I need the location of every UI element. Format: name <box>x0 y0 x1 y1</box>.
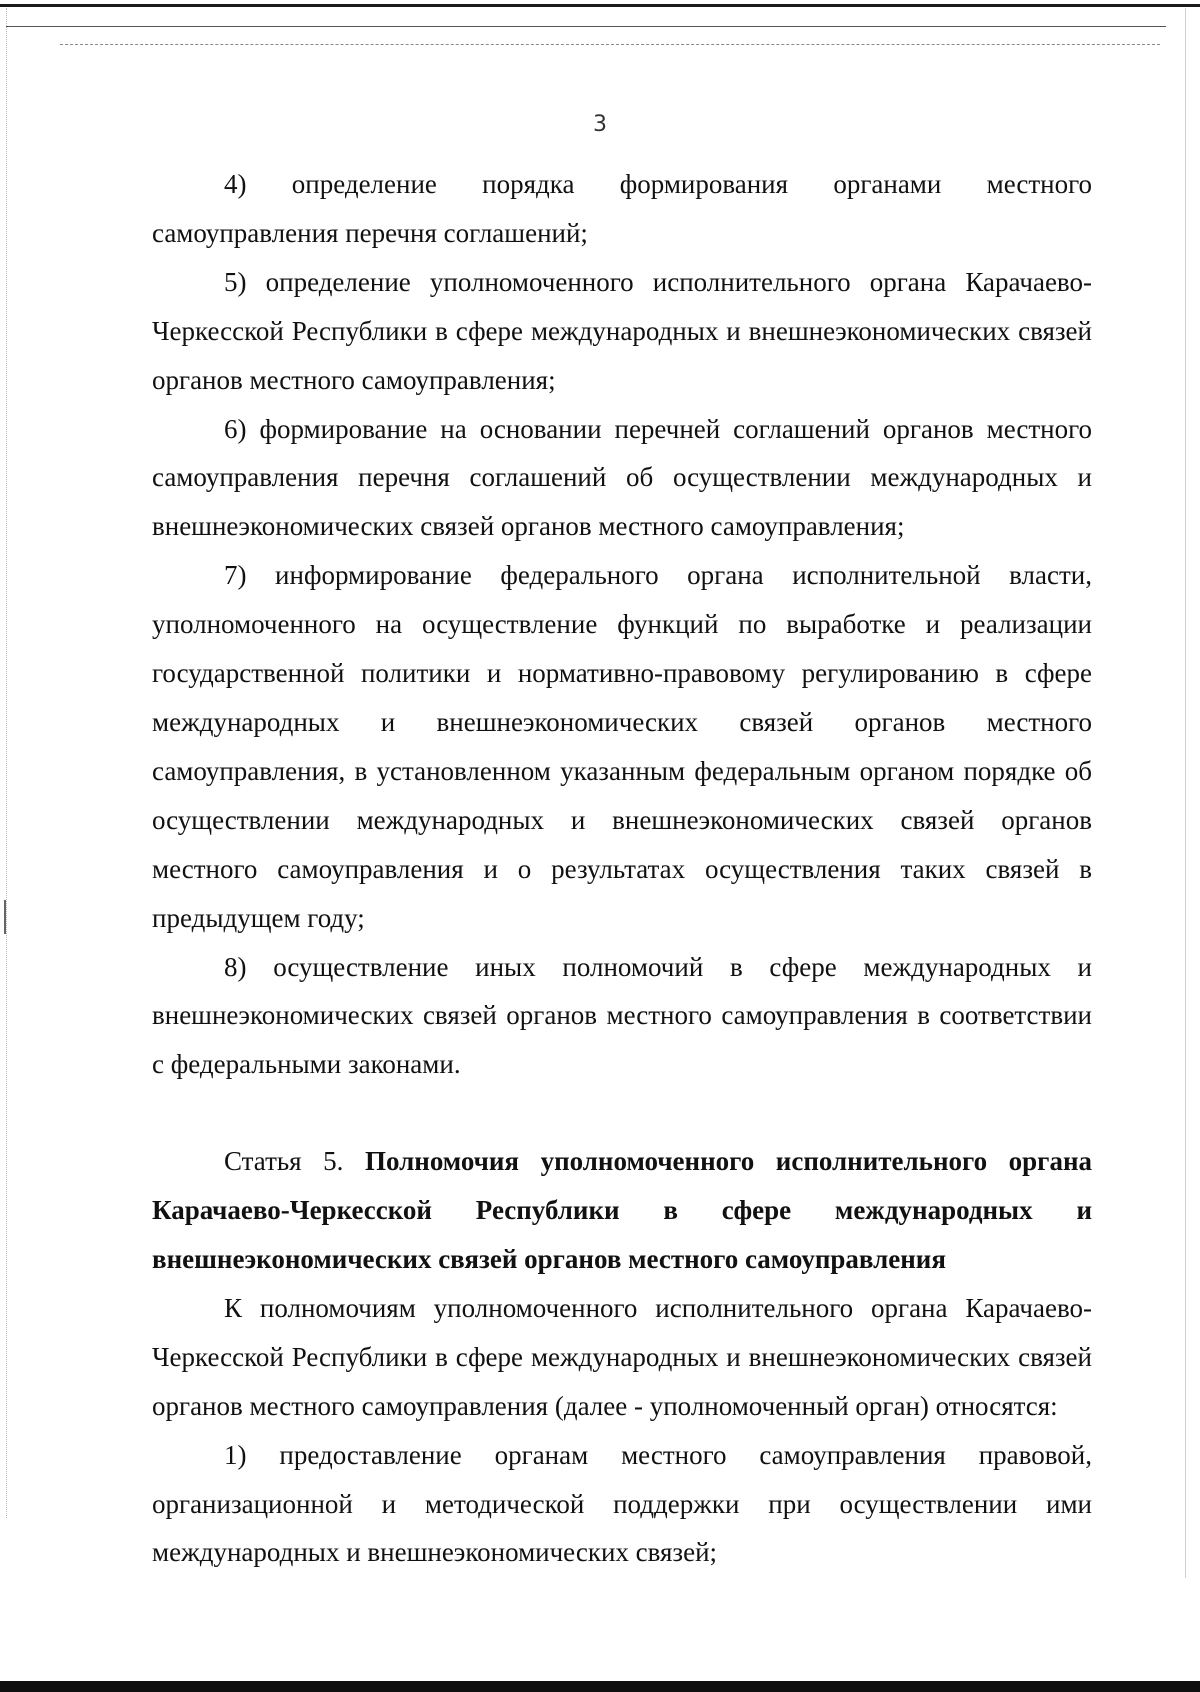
scan-mark-left <box>4 900 6 934</box>
scan-edge-right <box>1185 8 1186 1578</box>
list-item-6: 6) формирование на основании перечней соглашений органов местного самоуправления перечня соглашений об осуществлении международных и внешнеэкономических связей органов местного самоуправления; <box>152 413 1092 542</box>
article-5-prefix: Статья 5. <box>224 1146 365 1177</box>
scan-line-top <box>6 26 1166 27</box>
list-item-5: 5) определение уполномоченного исполнительного органа Карачаево-Черкесской Республики в сфере международных и внешнеэкономических связей органов местного самоуправления; <box>152 266 1092 395</box>
scan-border-bottom <box>0 1681 1200 1692</box>
article-5-item-1: 1) предоставление органам местного самоуправления правовой, организационной и методической поддержки при осуществлении ими международных и внешнеэкономических связей; <box>152 1439 1092 1568</box>
scan-edge-left <box>6 8 7 1518</box>
page-number: 3 <box>593 112 607 137</box>
list-item-4: 4) определение порядка формирования органами местного самоуправления перечня соглашений; <box>152 169 1092 248</box>
scan-border-top <box>0 4 1200 7</box>
list-item-8: 8) осуществление иных полномочий в сфере международных и внешнеэкономических связей органов местного самоуправления в соответствии с федеральными законами. <box>152 951 1092 1080</box>
article-5-title: Полномочия уполномоченного исполнительного органа Карачаево-Черкесской Республики в сфере международных и внешнеэкономических связей органов местного самоуправления <box>152 1146 1092 1275</box>
document-body <box>152 160 1092 1577</box>
article-5-intro: К полномочиям уполномоченного исполнительного органа Карачаево-Черкесской Республики в сфере международных и внешнеэкономических связей органов местного самоуправления (далее - уполномоченный орган) относятся: <box>152 1292 1092 1421</box>
list-item-7: 7) информирование федерального органа исполнительной власти, уполномоченного на осуществление функций по выработке и реализации государственной политики и нормативно-правовому регулированию в сфере международных и внешнеэкономических связей органов местного самоуправления, в установленном указанным федеральным органом порядке об осуществлении международных и внешнеэкономических связей органов местного самоуправления и о результатах осуществления таких связей в предыдущем году; <box>152 560 1092 933</box>
scan-dash-artifact <box>60 44 1160 45</box>
article-5-heading <box>152 1137 1092 1284</box>
